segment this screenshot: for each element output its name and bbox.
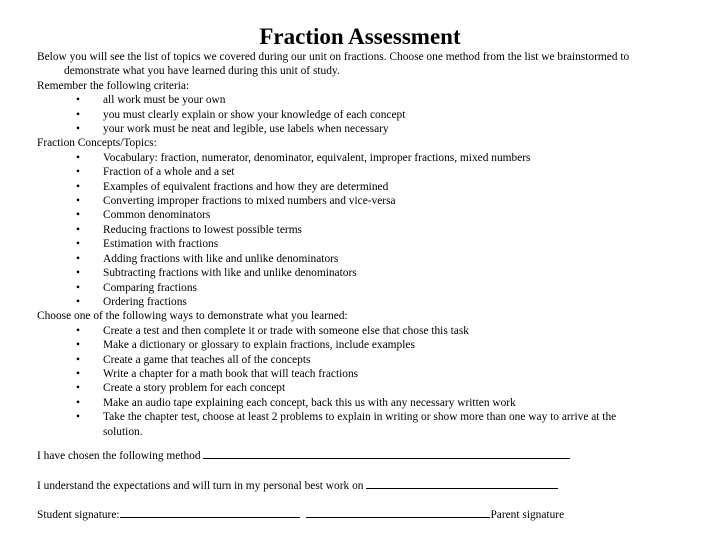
concept-item-text: Vocabulary: fraction, numerator, denominator, equivalent, improper fractions, mixed numbers: [103, 151, 531, 164]
method-item-text: Take the chapter test, choose at least 2 problems to explain in writing or show more than one way to arrive at the solution.: [103, 411, 617, 438]
concept-item-text: Subtracting fractions with like and unlike denominators: [103, 267, 357, 280]
method-item: [37, 338, 677, 352]
bullet-icon: •: [76, 108, 80, 121]
concept-item: [37, 281, 677, 295]
chosen-method-label: I have chosen the following method: [37, 450, 201, 462]
criteria-heading: Remember the following criteria:: [37, 79, 190, 92]
due-date-blank[interactable]: [366, 477, 558, 489]
bullet-icon: •: [76, 252, 80, 265]
bullet-icon: •: [76, 195, 80, 208]
concept-item: [37, 237, 677, 251]
student-signature-label: Student signature:: [37, 509, 120, 521]
method-item-text: Write a chapter for a math book that will teach fractions: [103, 367, 359, 380]
criteria-item-text: your work must be neat and legible, use labels when necessary: [103, 123, 389, 136]
signature-row: [37, 506, 564, 522]
document-body: [37, 50, 677, 439]
method-item-text: Make an audio tape explaining each concept, back this us with any necessary written work: [103, 396, 516, 409]
concept-item: [37, 180, 677, 194]
methods-heading: Choose one of the following ways to demonstrate what you learned:: [37, 310, 348, 323]
understand-label: I understand the expectations and will turn in my personal best work on: [37, 480, 364, 492]
parent-signature-label: Parent signature: [490, 509, 565, 521]
concept-item: [37, 223, 677, 237]
parent-signature-blank[interactable]: [306, 506, 490, 518]
methods-list: [37, 324, 677, 439]
concept-item: [37, 165, 677, 179]
method-item: [37, 353, 677, 367]
concept-item-text: Common denominators: [103, 209, 211, 222]
concept-item-text: Converting improper fractions to mixed numbers and vice-versa: [103, 195, 396, 208]
bullet-icon: •: [76, 166, 80, 179]
chosen-method-row: [37, 447, 570, 463]
student-signature-blank[interactable]: [120, 506, 300, 518]
bullet-icon: •: [76, 339, 80, 352]
method-item: [37, 381, 677, 395]
method-item: [37, 367, 677, 381]
concept-item: [37, 252, 677, 266]
method-item-text: Make a dictionary or glossary to explain fractions, include examples: [103, 339, 415, 352]
concept-item-text: Estimation with fractions: [103, 238, 219, 251]
bullet-icon: •: [76, 123, 80, 136]
concept-item: [37, 295, 677, 309]
concept-item: [37, 266, 677, 280]
bullet-icon: •: [76, 382, 80, 395]
page-title: Fraction Assessment: [259, 24, 461, 49]
concept-item: [37, 194, 677, 208]
bullet-icon: •: [76, 238, 80, 251]
bullet-icon: •: [76, 209, 80, 222]
concept-item-text: Ordering fractions: [103, 295, 187, 308]
concept-item-text: Comparing fractions: [103, 281, 197, 294]
criteria-item-text: you must clearly explain or show your knowledge of each concept: [103, 108, 406, 121]
method-item: [37, 410, 677, 439]
method-item-text: Create a game that teaches all of the concepts: [103, 353, 311, 366]
chosen-method-blank[interactable]: [203, 447, 570, 459]
criteria-item: [37, 122, 677, 136]
bullet-icon: •: [76, 223, 80, 236]
bullet-icon: •: [76, 94, 80, 107]
bullet-icon: •: [76, 324, 80, 337]
concept-item: [37, 208, 677, 222]
concept-item-text: Examples of equivalent fractions and how they are determined: [103, 180, 389, 193]
criteria-item: [37, 93, 677, 107]
bullet-icon: •: [76, 411, 80, 424]
concept-item-text: Fraction of a whole and a set: [103, 166, 235, 179]
method-item: [37, 324, 677, 338]
concept-item-text: Reducing fractions to lowest possible terms: [103, 223, 302, 236]
intro-paragraph: Below you will see the list of topics we covered during our unit on fractions. Choose one method from the list we brainstormed to demonstrate what you have learned during this unit of study.: [37, 51, 630, 78]
bullet-icon: •: [76, 281, 80, 294]
understand-row: [37, 477, 558, 493]
bullet-icon: •: [76, 295, 80, 308]
concepts-list: [37, 151, 677, 309]
criteria-list: [37, 93, 677, 136]
concepts-heading: Fraction Concepts/Topics:: [37, 137, 157, 150]
method-item-text: Create a story problem for each concept: [103, 382, 286, 395]
criteria-item: [37, 108, 677, 122]
bullet-icon: •: [76, 151, 80, 164]
criteria-item-text: all work must be your own: [103, 94, 226, 107]
bullet-icon: •: [76, 367, 80, 380]
method-item-text: Create a test and then complete it or trade with someone else that chose this task: [103, 324, 469, 337]
method-item: [37, 396, 677, 410]
bullet-icon: •: [76, 353, 80, 366]
bullet-icon: •: [76, 396, 80, 409]
concept-item: [37, 151, 677, 165]
bullet-icon: •: [76, 180, 80, 193]
bullet-icon: •: [76, 267, 80, 280]
concept-item-text: Adding fractions with like and unlike denominators: [103, 252, 339, 265]
